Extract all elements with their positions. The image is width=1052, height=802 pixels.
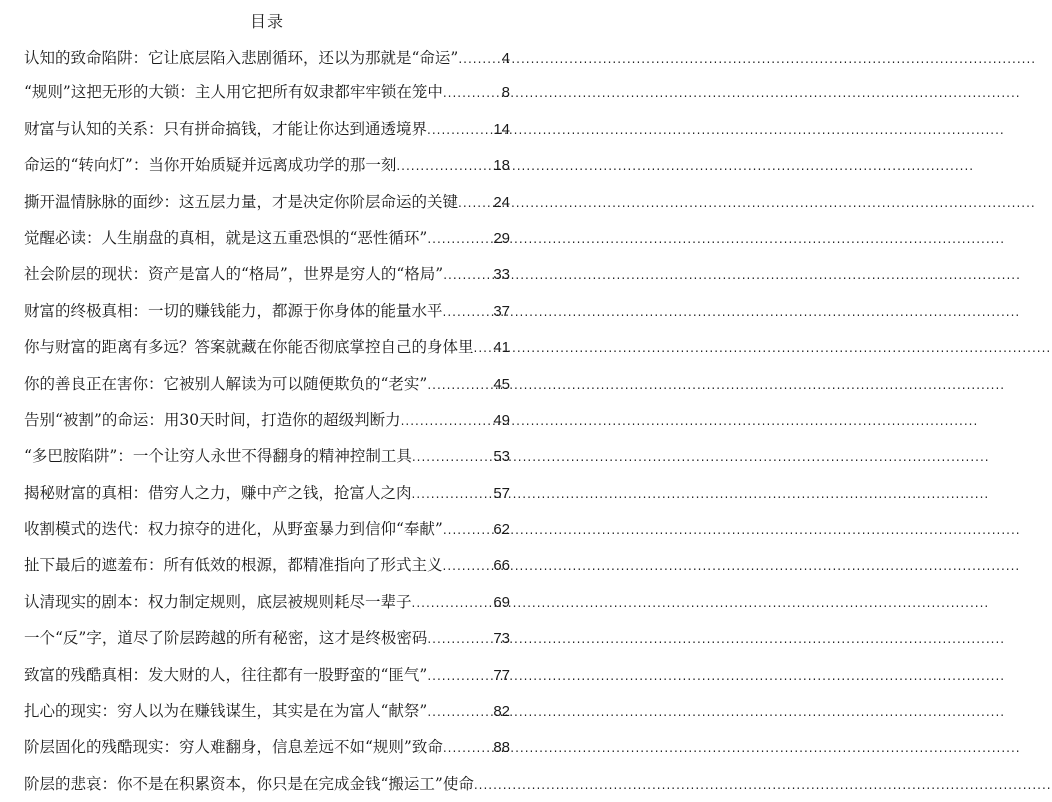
toc-dot-leader [458,49,499,69]
toc-entry[interactable] [24,68,510,104]
toc-entry-title: 你的善良正在害你：它被别人解读为可以随便欺负的“老实” [24,374,428,393]
toc-entry-page-number: 53 [493,448,510,466]
toc-entry-page-number: 73 [493,630,510,648]
toc-entry[interactable] [24,360,510,396]
toc-dot-leader [427,229,491,249]
toc-entry-page-number: 57 [493,484,510,502]
toc-entry[interactable] [24,323,510,359]
toc-title: 目录 [249,12,284,31]
toc-dot-leader [427,629,491,649]
toc-entry[interactable] [24,396,510,432]
toc-entry[interactable] [24,287,510,323]
toc-dot-leader [427,120,491,140]
toc-entry-title: 扎心的现实：穷人以为在赚钱谋生，其实是在为富人“献祭” [24,702,428,721]
toc-dot-leader [443,302,492,322]
toc-dot-leader [427,375,491,395]
toc-entry-title: 揭秘财富的真相：借穷人之力，赚中产之钱，抢富人之肉 [24,483,412,502]
toc-entry[interactable] [24,614,510,650]
toc-entry[interactable] [24,214,510,250]
toc-entry-page-number: 14 [493,120,510,138]
toc-entry-title: 认清现实的剧本：权力制定规则，底层被规则耗尽一辈子 [24,592,412,611]
toc-entry-page-number: 62 [493,521,510,539]
toc-entry-title: 致富的残酷真相：发大财的人，往往都有一股野蛮的“匪气” [24,665,428,684]
toc-entry-title: 告别“被割”的命运：用30天时间，打造你的超级判断力 [24,410,401,429]
toc-dot-leader [396,156,491,176]
toc-entry[interactable] [24,723,510,759]
toc-dot-leader [458,193,491,213]
toc-entry-page-number: 29 [493,229,510,247]
toc-entry-page-number: 24 [493,193,510,211]
toc-dot-leader [474,775,508,795]
toc-entry-title: 撕开温情脉脉的面纱：这五层力量，才是决定你阶层命运的关键 [24,192,459,211]
toc-entry-title: 命运的“转向灯”：当你开始质疑并远离成功学的那一刻 [24,156,397,175]
toc-entry-title: 阶层固化的残酷现实：穷人难翻身，信息差远不如“规则”致命 [24,738,443,757]
toc-entry-title: 一个“反”字，道尽了阶层跨越的所有秘密，这才是终极密码 [24,629,428,648]
toc-entry-page-number: 37 [493,302,510,320]
toc-entry-page-number: 49 [493,411,510,429]
toc-entry-title: 认知的致命陷阱：它让底层陷入悲剧循环，还以为那就是“命运” [24,49,459,67]
toc-entry-title: “多巴胺陷阱”：一个让穷人永世不得翻身的精神控制工具 [24,447,412,466]
toc-entry-title: 财富的终极真相：一切的赚钱能力，都源于你身体的能量水平 [24,301,443,320]
toc-entry[interactable] [24,541,510,577]
toc-entry[interactable] [24,687,510,723]
toc-entry-title: 财富与认知的关系：只有拼命搞钱，才能让你达到通透境界 [24,119,428,138]
toc-entry[interactable] [24,651,510,687]
toc-entry-page-number: 45 [493,375,510,393]
toc-entry-title: 扯下最后的遮羞布：所有低效的根源，都精准指向了形式主义 [24,556,443,575]
toc-dot-leader [443,83,500,103]
toc-entry-page-number: 4 [501,50,510,67]
toc-list [24,32,510,796]
toc-entry-page-number: 8 [501,84,510,102]
toc-entry[interactable] [24,578,510,614]
toc-entry[interactable] [24,250,510,286]
toc-entry[interactable] [24,178,510,214]
toc-entry-page-number: 77 [493,666,510,684]
toc-dot-leader [412,593,492,613]
toc-dot-leader [412,484,492,504]
toc-entry[interactable] [24,141,510,177]
toc-dot-leader [427,666,491,686]
toc-dot-leader [443,520,491,540]
toc-entry-title: “规则”这把无形的大锁：主人用它把所有奴隶都牢牢锁在笼中 [24,83,443,102]
toc-entry[interactable] [24,105,510,141]
toc-entry-page-number: 66 [493,557,510,575]
toc-entry[interactable] [24,32,510,68]
toc-entry-title: 你与财富的距离有多远？答案就藏在你能否彻底掌控自己的身体里 [24,338,474,357]
toc-entry-title: 阶层的悲哀：你不是在积累资本，你只是在完成金钱“搬运工”使命 [24,774,474,793]
toc-entry[interactable] [24,505,510,541]
toc-entry-page-number: 69 [493,593,510,611]
toc-dot-leader [443,738,491,758]
toc-entry-page-number: 88 [493,739,510,757]
toc-dot-leader [474,338,492,358]
toc-entry-page-number: 33 [493,266,510,284]
toc-entry-title: 觉醒必读：人生崩盘的真相，就是这五重恐惧的“恶性循环” [24,228,428,247]
toc-entry-title: 收割模式的迭代：权力掠夺的进化，从野蛮暴力到信仰“奉献” [24,520,443,539]
toc-entry-page-number: 41 [493,339,510,357]
toc-dot-leader [443,556,492,576]
toc-dot-leader [401,411,492,431]
toc-entry-title: 社会阶层的现状：资产是富人的“格局”，世界是穷人的“格局” [24,265,444,284]
toc-entry[interactable] [24,469,510,505]
toc-dot-leader [443,265,491,285]
toc-entry[interactable] [24,760,510,796]
toc-entry-page-number: 18 [493,157,510,175]
toc-entry[interactable] [24,432,510,468]
toc-dot-leader [427,702,491,722]
toc-dot-leader [412,447,491,467]
toc-entry-page-number: 82 [493,703,510,721]
